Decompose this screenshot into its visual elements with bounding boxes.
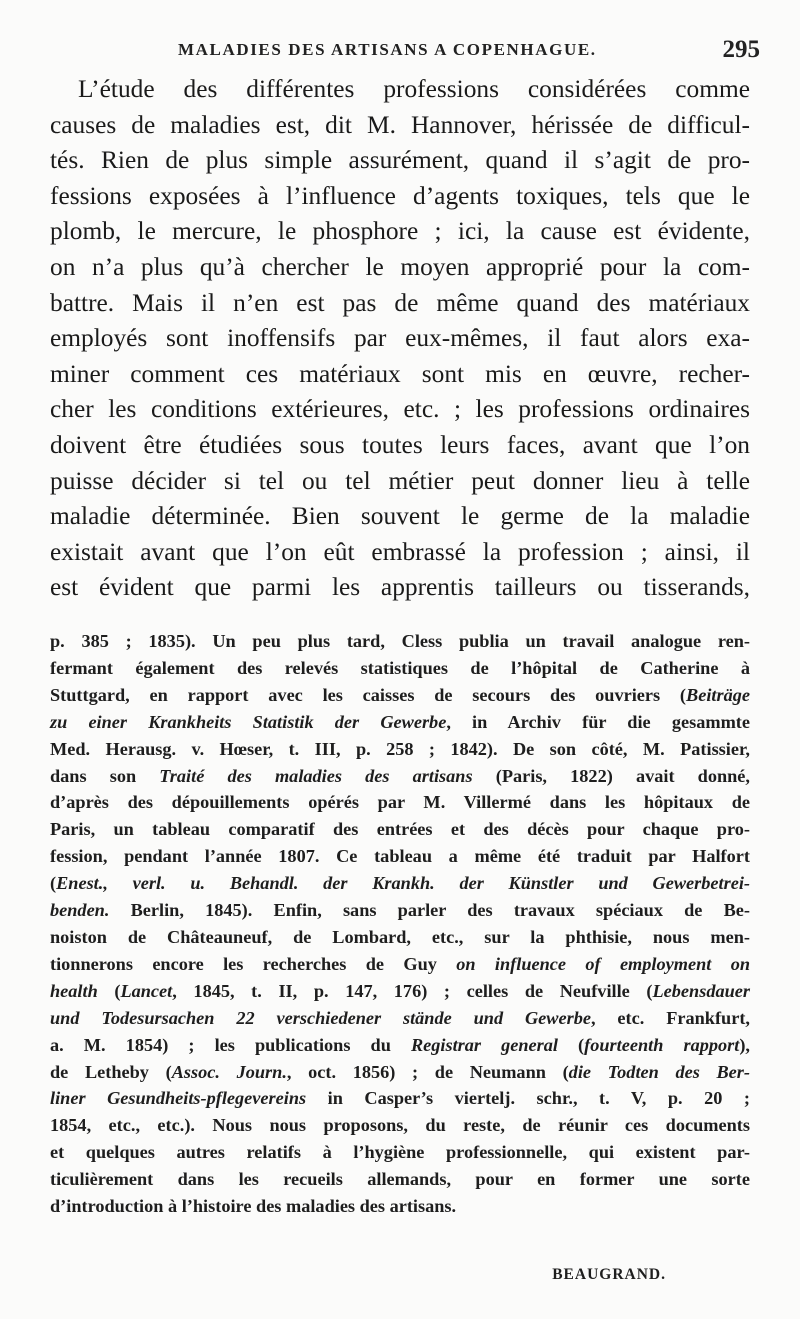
footnote-line <box>50 1193 750 1220</box>
footnote-line <box>50 897 750 924</box>
footnote-text: fession, pendant l’année 1807. Ce tableau a même été traduit par Halfort <box>50 846 750 867</box>
footnote-text: tionnerons encore les recherches de Guy <box>50 953 457 974</box>
main-line: miner comment ces matériaux sont mis en œuvre, recher- <box>50 359 750 388</box>
footnote-line <box>50 789 750 816</box>
footnote-text: Paris, un tableau comparatif des entrées et des décès pour chaque pro- <box>50 819 750 840</box>
footnote-text: et quelques autres relatifs à l’hygiène professionnelle, qui existent par- <box>50 1142 750 1163</box>
footnote-text: Med. Herausg. v. Hœser, t. III, p. 258 ; 1842). De son côté, M. Patissier, <box>50 738 750 759</box>
footnote-text: , oct. 1856) ; de Neumann ( <box>286 1061 569 1082</box>
main-line: tés. Rien de plus simple assurément, quand il s’agit de pro- <box>50 146 750 175</box>
page-number: 295 <box>722 36 760 63</box>
footnote-italic: Registrar general <box>410 1034 558 1055</box>
footnote-line <box>50 870 750 897</box>
footnote-text: , etc. Frankfurt, <box>590 1007 750 1028</box>
footnote-line <box>50 1139 750 1166</box>
footnote-line <box>50 1005 750 1032</box>
footnote-italic: Beiträge <box>686 684 750 705</box>
main-line: maladie déterminée. Bien souvent le germe de la maladie <box>50 502 750 531</box>
running-head: MALADIES DES ARTISANS A COPENHAGUE. <box>178 40 597 59</box>
author-signature: BEAUGRAND. <box>552 1266 666 1283</box>
footnote-line <box>50 709 750 736</box>
footnote-line <box>50 1166 750 1193</box>
main-line: L’étude des différentes professions considérées comme <box>78 75 750 103</box>
main-line: puisse décider si tel ou tel métier peut donner lieu à telle <box>50 466 750 495</box>
footnote-italic: Lancet <box>120 980 173 1001</box>
footnote-text: (Paris, 1822) avait donné, <box>472 765 750 786</box>
footnote-text: 1854, etc., etc.). Nous nous proposons, du reste, de réunir ces documents <box>50 1115 750 1136</box>
footnote-line <box>50 628 750 655</box>
footnote-italic: Enest., verl. u. Behandl. der Krankh. der Künstler und Gewerbetrei- <box>56 873 750 894</box>
footnote-italic: health <box>50 980 98 1001</box>
footnote-text: ( <box>97 980 121 1001</box>
footnote-text: a. M. 1854) ; les publications du <box>50 1034 411 1055</box>
footnote-italic: Lebensdauer <box>652 980 750 1001</box>
footnote-italic: zu einer Krankheits Statistik der Gewerbe <box>50 711 447 732</box>
footnote-text: ( <box>557 1034 585 1055</box>
main-line: existait avant que l’on eût embrassé la profession ; ainsi, il <box>50 537 750 566</box>
footnote-text: Stuttgard, en rapport avec les caisses de secours des ouvriers ( <box>50 684 687 705</box>
main-line: battre. Mais il n’en est pas de même quand des matériaux <box>50 288 750 317</box>
footnote-italic: liner Gesundheits-pflegevereins <box>50 1088 307 1109</box>
footnote-italic: die Todten des Ber- <box>568 1061 751 1082</box>
footnote-text: ), <box>739 1034 751 1055</box>
footnote-italic: und Todesursachen 22 verschiedener stände und Gewerbe <box>50 1007 591 1028</box>
footnote-text: Berlin, 1845). Enfin, sans parler des travaux spéciaux de Be- <box>109 900 750 921</box>
footnote-italic: benden. <box>50 900 110 921</box>
footnote-line <box>50 682 750 709</box>
footnote-line <box>50 1032 750 1059</box>
main-line: causes de maladies est, dit M. Hannover, hérissée de difficul- <box>50 110 750 139</box>
footnote-text: noiston de Châteauneuf, de Lombard, etc., sur la phthisie, nous men- <box>50 926 750 947</box>
footnote-line <box>50 843 750 870</box>
footnote-text: dans son <box>50 765 160 786</box>
page-header <box>54 36 760 70</box>
footnote-text: , 1845, t. II, p. 147, 176) ; celles de Neufville ( <box>172 980 653 1001</box>
footnote <box>50 628 750 1220</box>
main-line: cher les conditions extérieures, etc. ; les professions ordinaires <box>50 395 750 424</box>
footnote-line <box>50 1059 750 1086</box>
main-line: est évident que parmi les apprentis tailleurs ou tisserands, <box>50 573 750 602</box>
main-line: fessions exposées à l’influence d’agents toxiques, tels que le <box>50 181 750 210</box>
footnote-line <box>50 951 750 978</box>
footnote-text: fermant également des relevés statistiques de l’hôpital de Catherine à <box>50 657 750 678</box>
footnote-line <box>50 978 750 1005</box>
main-line: plomb, le mercure, le phosphore ; ici, la cause est évidente, <box>50 217 750 246</box>
footnote-line <box>50 655 750 682</box>
footnote-italic: Traité des maladies des artisans <box>159 765 473 786</box>
footnote-line <box>50 763 750 790</box>
footnote-text: ( <box>50 873 57 894</box>
main-line: on n’a plus qu’à chercher le moyen approprié pour la com- <box>50 252 750 281</box>
main-paragraph <box>50 72 750 606</box>
footnote-text: de Letheby ( <box>50 1061 172 1082</box>
footnote-line <box>50 736 750 763</box>
footnote-line <box>50 1085 750 1112</box>
footnote-text: p. 385 ; 1835). Un peu plus tard, Cless publia un travail analogue ren- <box>50 631 750 651</box>
footnote-line <box>50 924 750 951</box>
footnote-italic: Assoc. Journ. <box>171 1061 287 1082</box>
footnote-text: d’après des dépouillements opérés par M. Villermé dans les hôpitaux de <box>50 792 750 813</box>
footnote-line <box>50 1112 750 1139</box>
main-line: doivent être étudiées sous toutes leurs faces, avant que l’on <box>50 430 750 459</box>
footnote-text: ticulièrement dans les recueils allemands, pour en former une sorte <box>50 1169 750 1190</box>
footnote-italic: on influence of employment on <box>456 953 750 974</box>
main-line: employés sont inoffensifs par eux-mêmes, il faut alors exa- <box>50 324 750 353</box>
footnote-text: , in Archiv für die gesammte <box>446 711 751 732</box>
footnote-italic: fourteenth rapport <box>584 1034 740 1055</box>
footnote-line <box>50 816 750 843</box>
footnote-text: d’introduction à l’histoire des maladies des artisans. <box>50 1196 457 1217</box>
footnote-text: in Casper’s viertelj. schr., t. V, p. 20 ; <box>306 1088 750 1109</box>
